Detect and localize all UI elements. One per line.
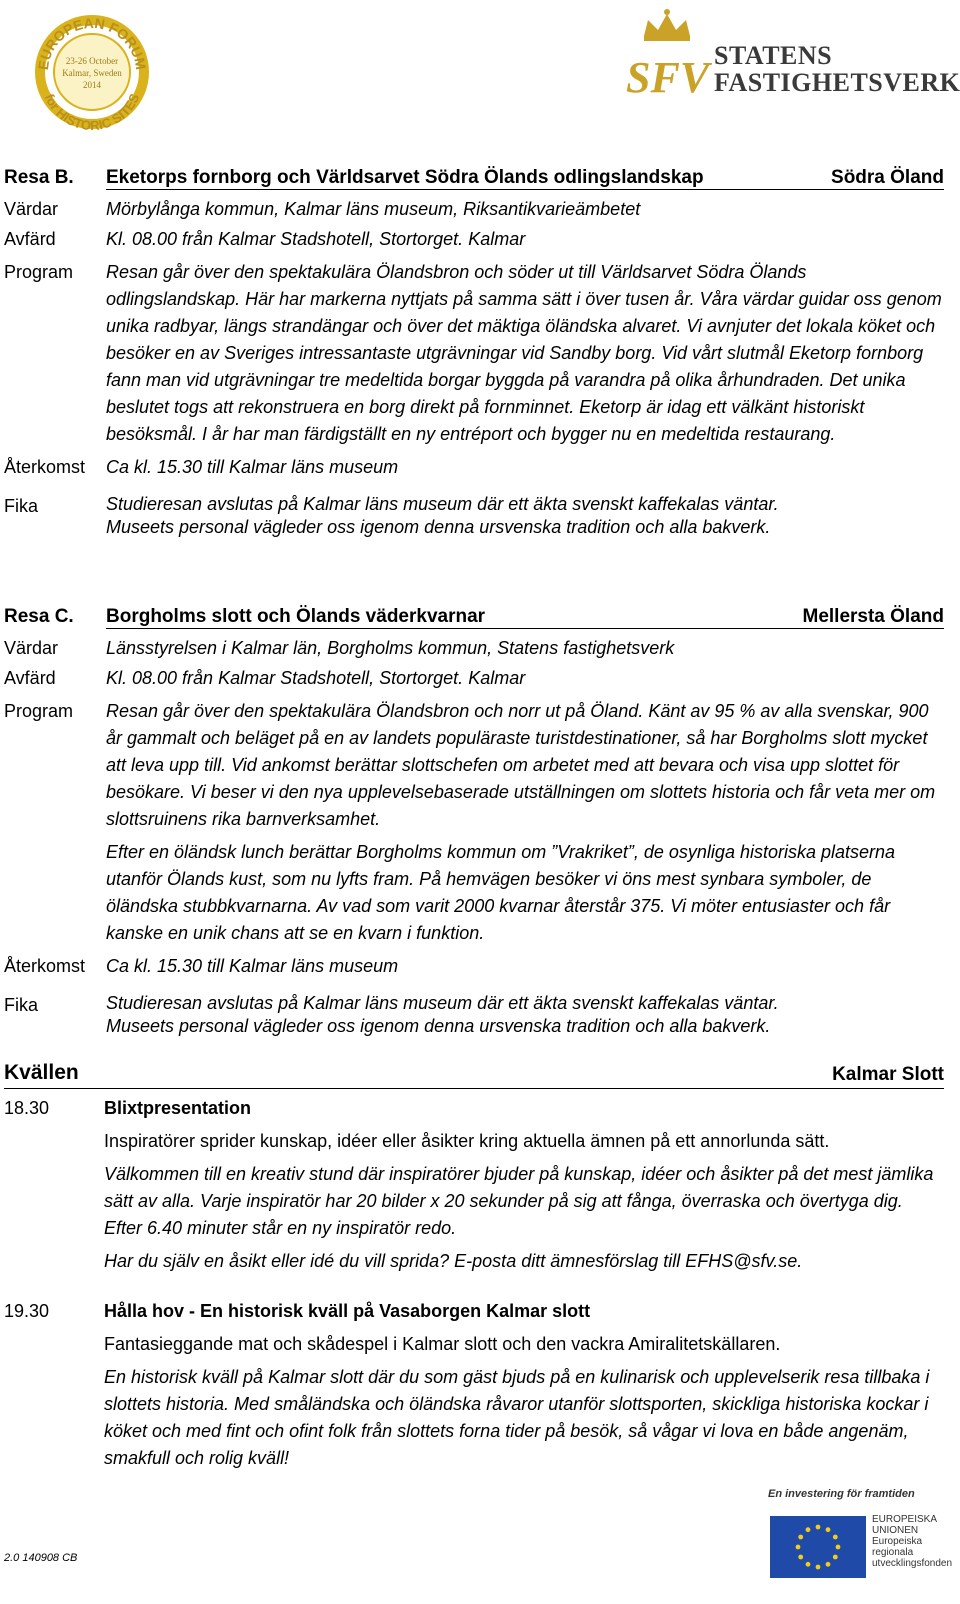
return-label: Återkomst bbox=[4, 457, 86, 477]
program-label: Program bbox=[4, 262, 74, 282]
sfv-name-line2: FASTIGHETSVERK bbox=[714, 68, 960, 97]
divider bbox=[4, 1088, 944, 1089]
eu-star-icon bbox=[806, 1562, 811, 1567]
evening-title: Kvällen bbox=[4, 1061, 79, 1084]
trip-c-program-p1: Resan går över den spektakulära Ölandsbron och norr ut på Öland. Känt av 95 % av alla svenskar, 900 år gammalt och beläget på en av landets populäraste turistdestinationer, så har Borgholms slott mycket att leva upp till. Vid ankomst berättar slottschefen om arbetet med att bevara och visa upp slottet för besökare. Vi beser vi den nya upplevelsebaserade utställningen om slottets historia och får veta mer om slottsruinens rika barnverksamhet. bbox=[106, 701, 936, 829]
eu-text-line1: EUROPEISKA bbox=[872, 1514, 938, 1525]
eu-flag-icon bbox=[770, 1516, 866, 1578]
eu-text-line3: Europeiska bbox=[872, 1536, 923, 1547]
eu-star-icon bbox=[796, 1545, 801, 1550]
sfv-logo bbox=[622, 6, 960, 106]
hosts-label: Värdar bbox=[4, 199, 59, 219]
departure-label: Avfärd bbox=[4, 668, 56, 688]
event-description: En historisk kväll på Kalmar slott där du som gäst bjuds på en kulinarisk och upplevelserik resa tillbaka i slottets historia. Med småländska och öländska råvaror utanför slottsporten, skickliga historiska kockar i köket och med fint och ofint folk från slottets forna tider på besök, så vågar vi lova en både angenäm, smakfull och rolig kväll! bbox=[104, 1367, 930, 1468]
event-1 bbox=[4, 1095, 944, 1275]
trip-c-return-row bbox=[4, 953, 944, 980]
fika-label: Fika bbox=[4, 995, 39, 1015]
evening-section bbox=[4, 1061, 944, 1472]
divider bbox=[106, 189, 944, 190]
version-note: 2.0 140908 CB bbox=[4, 1552, 78, 1564]
event-heading: Blixtpresentation bbox=[104, 1098, 252, 1118]
trip-b-fika bbox=[106, 493, 944, 539]
trip-b-return-row bbox=[4, 454, 944, 481]
program-label: Program bbox=[4, 701, 74, 721]
trip-b-program-row bbox=[4, 259, 944, 448]
trip-b-departure: Kl. 08.00 från Kalmar Stadshotell, Stortorget. Kalmar bbox=[106, 229, 526, 249]
event-2-header bbox=[4, 1298, 944, 1325]
trip-b-program: Resan går över den spektakulära Ölandsbron och söder ut till Världsarvet Södra Ölands odlingslandskap. Här har markerna nyttjats på samma sätt i över tusen år. Våra värdar guidar oss genom unika radbyar, längs strandängar och över det mäktiga öländska alvaret. Vi avnjuter det lokala köket och besöker en av Sveriges intressantaste utgrävningar vid Sandby borg. Vid vårt slutmål Eketorp fornborg fann man vid utgrävningar tre medeltida borgar byggda på varandra på olika århundraden. Det unika beslutet togs att rekonstruera en borg direkt på fornminnet. Eketorp är idag ett välkänt historiskt besöksmål. I år har man färdigställt en ny entréport och bygger nu en medeltida restaurang. bbox=[106, 262, 942, 444]
departure-label: Avfärd bbox=[4, 229, 56, 249]
eu-text bbox=[872, 1514, 952, 1569]
divider bbox=[106, 628, 944, 629]
eu-star-icon bbox=[826, 1527, 831, 1532]
eu-text-line5: utvecklingsfonden bbox=[872, 1558, 953, 1569]
forum-bottom-text: for HISTORIC SITES bbox=[41, 91, 143, 132]
eu-star-icon bbox=[816, 1565, 821, 1570]
trip-c-fika bbox=[106, 992, 944, 1038]
fika-line2: Museets personal vägleder oss igenom denna ursvenska tradition och alla bakverk. bbox=[106, 1016, 771, 1036]
trip-b bbox=[4, 166, 944, 539]
eu-star-icon bbox=[816, 1525, 821, 1530]
trip-c-program-p2: Efter en öländsk lunch berättar Borgholms kommun om ”Vrakriket”, de osynliga historiska platserna utanför Ölands kust, som nu lyfts fram. På hemvägen besöker vi öns mest synbara symboler, de öländska stubbkvarnarna. Av vad som varit 2000 kvarnar återstår 375. Vi möter entusiaster och får kanske en unik chans att se en kvarn i funktion. bbox=[106, 842, 896, 943]
event-1-body bbox=[104, 1128, 944, 1275]
fika-line2: Museets personal vägleder oss igenom denna ursvenska tradition och alla bakverk. bbox=[106, 517, 771, 537]
event-description: Välkommen till en kreativ stund där inspiratörer bjuder på kunskap, idéer och åsikter på det mest jämlika sätt av alla. Varje inspiratör har 20 bilder x 20 sekunder på sig att fånga, överraska och övertyga dig. Efter 6.40 minuter står en ny inspiratör redo. bbox=[104, 1164, 934, 1238]
eu-star-icon bbox=[798, 1535, 803, 1540]
event-1-header bbox=[4, 1095, 944, 1122]
fika-label: Fika bbox=[4, 496, 39, 516]
trip-b-header bbox=[4, 166, 944, 190]
trip-b-departure-row bbox=[4, 226, 944, 253]
sfv-name bbox=[714, 42, 960, 96]
eu-logo bbox=[768, 1488, 953, 1598]
event-subheading: Fantasieggande mat och skådespel i Kalmar slott och den vackra Amiralitetskällaren. bbox=[104, 1334, 781, 1354]
forum-dates: 23-26 October bbox=[65, 56, 119, 66]
trip-b-hosts-row bbox=[4, 196, 944, 223]
fika-line1: Studieresan avslutas på Kalmar läns museum där ett äkta svenskt kaffekalas väntar. bbox=[106, 993, 779, 1013]
trip-c-program-row bbox=[4, 698, 944, 947]
eu-tagline: En investering för framtiden bbox=[768, 1488, 915, 1500]
fika-line1: Studieresan avslutas på Kalmar läns museum där ett äkta svenskt kaffekalas väntar. bbox=[106, 494, 779, 514]
trip-c-hosts-row bbox=[4, 635, 944, 662]
trip-c-fika-row bbox=[4, 992, 944, 1038]
eu-text-line2: UNIONEN bbox=[872, 1525, 919, 1536]
trip-c-program bbox=[106, 698, 944, 947]
european-forum-logo bbox=[14, 6, 162, 132]
trip-b-code: Resa B. bbox=[4, 167, 74, 188]
crown-icon bbox=[644, 9, 690, 41]
trip-c-title: Borgholms slott och Ölands väderkvarnar bbox=[106, 606, 486, 627]
trip-c-departure: Kl. 08.00 från Kalmar Stadshotell, Stortorget. Kalmar bbox=[106, 668, 526, 688]
trip-c-hosts: Länsstyrelsen i Kalmar län, Borgholms kommun, Statens fastighetsverk bbox=[106, 638, 675, 658]
event-time: 18.30 bbox=[4, 1098, 50, 1118]
return-label: Återkomst bbox=[4, 956, 86, 976]
trip-c-return: Ca kl. 15.30 till Kalmar läns museum bbox=[106, 956, 399, 976]
trip-b-fika-row bbox=[4, 493, 944, 539]
evening-header bbox=[4, 1061, 944, 1087]
forum-place: Kalmar, Sweden bbox=[62, 68, 122, 78]
evening-place: Kalmar Slott bbox=[832, 1064, 944, 1085]
trip-c-region: Mellersta Öland bbox=[802, 606, 944, 627]
forum-arc-text: EUROPEAN FORUM bbox=[34, 14, 150, 71]
eu-star-icon bbox=[826, 1562, 831, 1567]
event-2-body bbox=[104, 1331, 944, 1472]
trip-b-return: Ca kl. 15.30 till Kalmar läns museum bbox=[106, 457, 399, 477]
forum-year: 2014 bbox=[83, 80, 101, 90]
sfv-name-line1: STATENS bbox=[714, 41, 833, 70]
trip-c bbox=[4, 605, 944, 1038]
hosts-label: Värdar bbox=[4, 638, 59, 658]
sfv-mark: SFV bbox=[626, 53, 710, 102]
eu-star-icon bbox=[836, 1545, 841, 1550]
event-time: 19.30 bbox=[4, 1301, 50, 1321]
trip-b-region: Södra Öland bbox=[831, 167, 944, 188]
eu-star-icon bbox=[806, 1527, 811, 1532]
eu-star-icon bbox=[833, 1535, 838, 1540]
trip-c-code: Resa C. bbox=[4, 606, 74, 627]
trip-c-header bbox=[4, 605, 944, 629]
event-call-to-action: Har du själv en åsikt eller idé du vill sprida? E-posta ditt ämnesförslag till EFHS@sfv.se. bbox=[104, 1251, 803, 1271]
trip-c-departure-row bbox=[4, 665, 944, 692]
eu-text-line4: regionala bbox=[872, 1547, 914, 1558]
trip-b-hosts: Mörbylånga kommun, Kalmar läns museum, Riksantikvarieämbetet bbox=[106, 199, 641, 219]
trip-b-title: Eketorps fornborg och Världsarvet Södra Ölands odlingslandskap bbox=[106, 167, 704, 188]
eu-star-icon bbox=[798, 1555, 803, 1560]
event-subheading: Inspiratörer sprider kunskap, idéer eller åsikter kring aktuella ämnen på ett annorlunda sätt. bbox=[104, 1131, 830, 1151]
eu-star-icon bbox=[833, 1555, 838, 1560]
event-2 bbox=[4, 1298, 944, 1472]
event-heading: Hålla hov - En historisk kväll på Vasaborgen Kalmar slott bbox=[104, 1301, 591, 1321]
